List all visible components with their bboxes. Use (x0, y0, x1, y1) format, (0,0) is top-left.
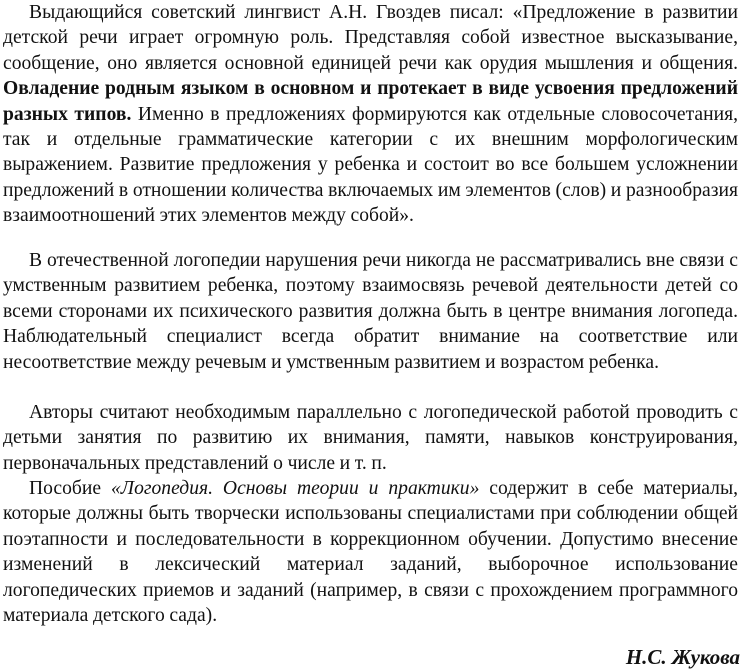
author-signature: Н.С. Жукова (625, 645, 740, 669)
paragraph-4-text-end: содержит в себе материалы, которые должны быть творчески использованы специалистами при соблюдении общей поэтапности и последовательности в коррекционном обучении. Допустимо внесение изменений в лексический материал заданий, выборочное использование логопедических приемов и заданий (например, в связи с прохождением программного материала детского сада). (3, 478, 739, 627)
paragraph-1-text-end: Именно в предложениях формируются как отдельные словосочетания, так и отдельные грамматические категории с их внешним морфологическим выражением. Развитие предложения у ребенка и состоит во все большем усложнении предложений в отношении количества включаемых им элементов (слов) и разнообразия взаимоотношений этих элементов между собой». (3, 103, 738, 227)
paragraph-gvozdev-quote (3, 0, 738, 229)
paragraph-1-bold-emphasis: Овладение родным языком в основном и протекает в виде усвоения предложений разных типов. (3, 78, 738, 125)
paragraph-speech-and-development: В отечественной логопедии нарушения речи никогда не рассматривались вне связи с умственным развитием ребенка, поэтому взаимосвязь речевой деятельности детей со всеми сторонами их психического развития должна быть в центре внимания логопеда. Наблюдательный специалист всегда обратит внимание на соответствие или несоответствие между речевым и умственным развитием и возрастом ребенка. (3, 250, 738, 373)
book-title: «Логопедия. Основы теории и практики» (111, 478, 480, 499)
paragraph-parallel-work: Авторы считают необходимым параллельно с логопедической работой проводить с детьми занятия по развитию их внимания, памяти, навыков конструирования, первоначальных представлений о числе и т. п. (3, 402, 738, 474)
paragraph-1-text-start: Выдающийся советский лингвист А.Н. Гвоздев писал: «Предложение в развитии детской речи играет огромную роль. Представляя собой известное высказывание, сообщение, оно является основной единицей речи как орудия мышления и общения. (3, 2, 738, 74)
paragraph-manual-description (3, 476, 738, 628)
paragraph-4-text-start: Пособие (29, 478, 111, 499)
